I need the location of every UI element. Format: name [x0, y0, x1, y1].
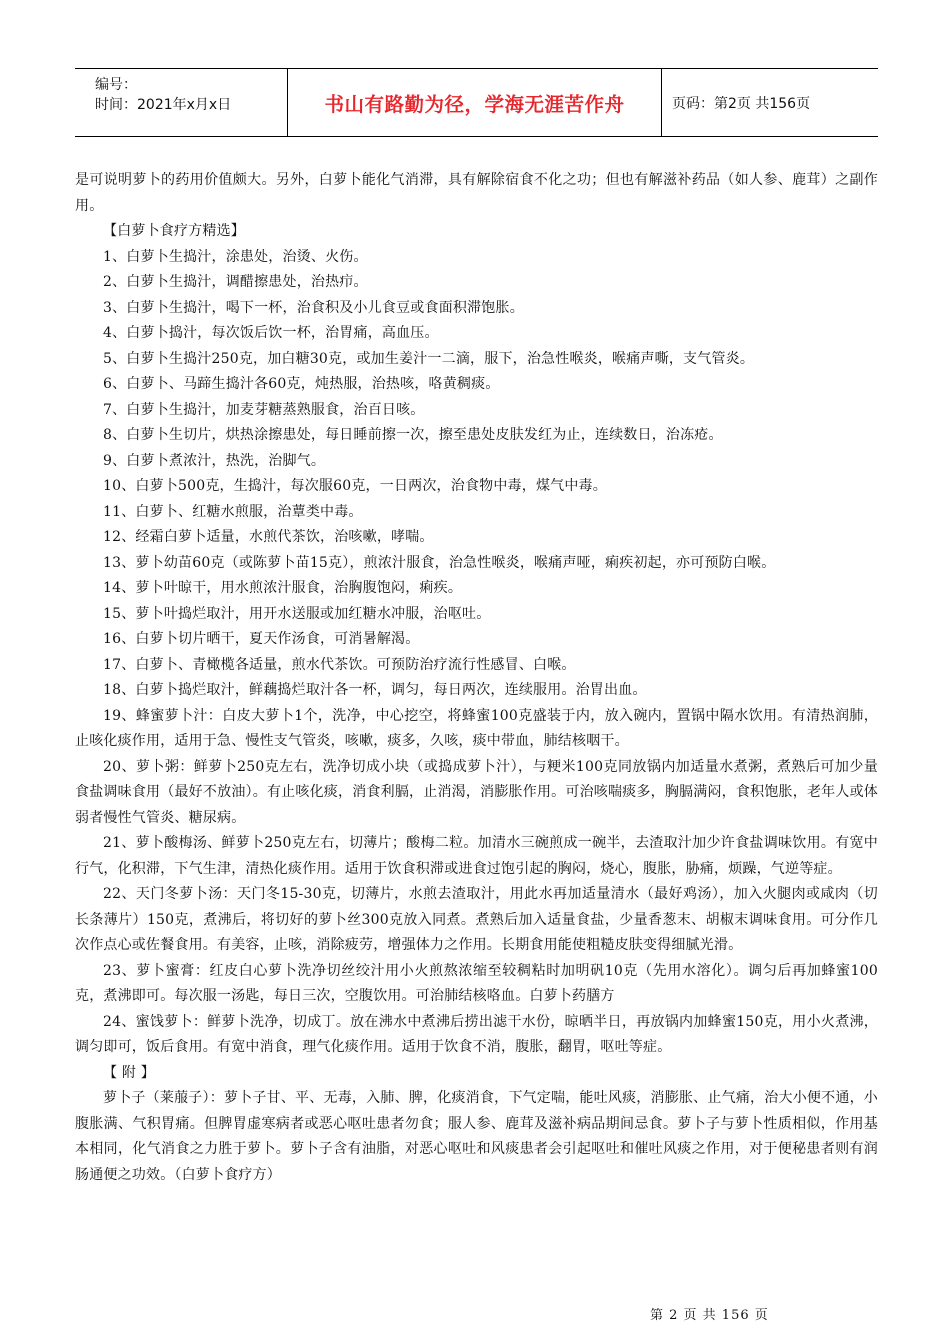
appendix-paragraph: 萝卜子（莱菔子）：萝卜子甘、平、无毒，入肺、脾，化痰消食，下气定喘，能吐风痰，消膨胀、止气痛，治大小便不通，小腹胀满、气积胃痛。但脾胃虚寒病者或恶心呕吐患者勿食；服人参、鹿茸及滋补病品期间忌食。萝卜子与萝卜性质相似，作用基本相同，化气消食之力胜于萝卜。萝卜子含有油脂，对恶心呕吐和风痰患者会引起呕吐和催吐风痰之作用，对于便秘患者则有润肠通便之功效。（白萝卜食疗方）	[75, 1090, 878, 1183]
recipe-item: 23、萝卜蜜膏：红皮白心萝卜洗净切丝绞汁用小火煎熬浓缩至较稠粘时加明矾10克（先用水溶化）。调匀后再加蜂蜜100克，煮沸即可。每次服一汤匙，每日三次，空腹饮用。可治肺结核咯血。白萝卜药膳方	[75, 962, 878, 1004]
paragraph-continuation: 是可说明萝卜的药用价值颇大。另外，白萝卜能化气消滞，具有解除宿食不化之功；但也有解滋补药品（如人参、鹿茸）之副作用。	[75, 172, 878, 214]
page-footer: 第 2 页 共 156 页	[650, 1308, 769, 1323]
recipe-item: 20、萝卜粥：鲜萝卜250克左右，洗净切成小块（或捣成萝卜汁），与粳米100克同放锅内加适量水煮粥，煮熟后可加少量食盐调味食用（最好不放油）。有止咳化痰，消食利膈，止消渴，消膨胀作用。可治咳喘痰多，胸膈满闷，食积饱胀，老年人或体弱者慢性气管炎、糖尿病。	[75, 758, 878, 826]
document-date: 时间：2021年x月x日	[95, 97, 232, 113]
recipe-item: 15、萝卜叶捣烂取汁，用开水送服或加红糖水冲服，治呕吐。	[103, 605, 491, 622]
recipe-item: 19、蜂蜜萝卜汁：白皮大萝卜1个，洗净，中心挖空，将蜂蜜100克盛装于内，放入碗内，置锅中隔水饮用。有清热润肺，止咳化痰作用，适用于急、慢性支气管炎，咳嗽，痰多，久咳，痰中带血，肺结核咽干。	[75, 707, 878, 749]
recipe-item: 21、萝卜酸梅汤、鲜萝卜250克左右，切薄片；酸梅二粒。加清水三碗煎成一碗半，去渣取汁加少许食盐调味饮用。有宽中行气，化积滞，下气生津，清热化痰作用。适用于饮食积滞或进食过饱引起的胸闷，烧心，腹胀，胁痛，烦躁，气逆等症。	[75, 835, 878, 877]
document-number-label: 编号：	[95, 77, 137, 93]
recipe-item: 17、白萝卜、青橄榄各适量，煎水代茶饮。可预防治疗流行性感冒、白喉。	[103, 656, 576, 673]
document-body	[75, 168, 878, 1188]
recipe-item: 10、白萝卜500克，生捣汁，每次服60克，一日两次，治食物中毒，煤气中毒。	[103, 478, 607, 494]
recipe-item: 6、白萝卜、马蹄生捣汁各60克，炖热服，治热咳，咯黄稠痰。	[103, 376, 500, 392]
recipe-item: 9、白萝卜煮浓汁，热洗，治脚气。	[103, 452, 326, 469]
header-meta	[75, 69, 287, 136]
recipe-item: 11、白萝卜、红糖水煎服，治蕈类中毒。	[103, 503, 363, 520]
recipe-item: 14、萝卜叶晾干，用水煎浓汁服食，治胸腹饱闷，痢疾。	[103, 580, 463, 596]
recipe-item: 22、天门冬萝卜汤：天门冬15-30克，切薄片，水煎去渣取汁，用此水再加适量清水（最好鸡汤），加入火腿肉或咸肉（切长条薄片）150克，煮沸后，将切好的萝卜丝300克放入同煮。煮熟后加入适量食盐，少量香葱末、胡椒末调味食用。可分作几次作点心或佐餐食用。有美容，止咳，消除疲劳，增强体力之作用。长期食用能使粗糙皮肤变得细腻光滑。	[75, 886, 878, 953]
recipe-item: 24、蜜饯萝卜：鲜萝卜洗净，切成丁。放在沸水中煮沸后捞出滤干水份，晾晒半日，再放锅内加蜂蜜150克，用小火煮沸，调匀即可，饭后食用。有宽中消食，理气化痰作用。适用于饮食不消，腹胀，翻胃，呕吐等症。	[75, 1013, 878, 1055]
recipe-item: 16、白萝卜切片晒干，夏天作汤食，可消暑解渴。	[103, 631, 420, 647]
section-heading: 【白萝卜食疗方精选】	[103, 223, 245, 239]
recipe-item: 1、白萝卜生捣汁，涂患处，治烫、火伤。	[103, 248, 368, 265]
header-motto: 书山有路勤为径，学海无涯苦作舟	[287, 69, 662, 136]
recipe-item: 12、经霜白萝卜适量，水煎代茶饮，治咳嗽，哮喘。	[103, 529, 434, 545]
recipe-item: 2、白萝卜生捣汁，调醋擦患处，治热疖。	[103, 274, 368, 290]
recipe-item: 3、白萝卜生捣汁，喝下一杯，治食积及小儿食豆或食面积滞饱胀。	[103, 299, 524, 316]
recipe-item: 7、白萝卜生捣汁，加麦芽糖蒸熟服食，治百日咳。	[103, 401, 425, 418]
recipe-item: 5、白萝卜生捣汁250克，加白糖30克，或加生姜汁一二滴，服下，治急性喉炎，喉痛声嘶，支气管炎。	[103, 350, 755, 367]
recipe-item: 18、白萝卜捣烂取汁，鲜藕捣烂取汁各一杯，调匀，每日两次，连续服用。治胃出血。	[103, 682, 647, 698]
recipe-item: 4、白萝卜捣汁，每次饭后饮一杯，治胃痛，高血压。	[103, 325, 439, 341]
appendix-heading: 【 附 】	[103, 1064, 155, 1081]
recipe-item: 8、白萝卜生切片，烘热涂擦患处，每日睡前擦一次，擦至患处皮肤发红为止，连续数日，治冻疮。	[103, 427, 723, 443]
header-page-number: 页码：第2页 共156页	[672, 95, 811, 112]
page-header	[75, 68, 878, 137]
recipe-item: 13、萝卜幼苗60克（或陈萝卜苗15克），煎浓汁服食，治急性喉炎，喉痛声哑，痢疾初起，亦可预防白喉。	[103, 554, 776, 571]
